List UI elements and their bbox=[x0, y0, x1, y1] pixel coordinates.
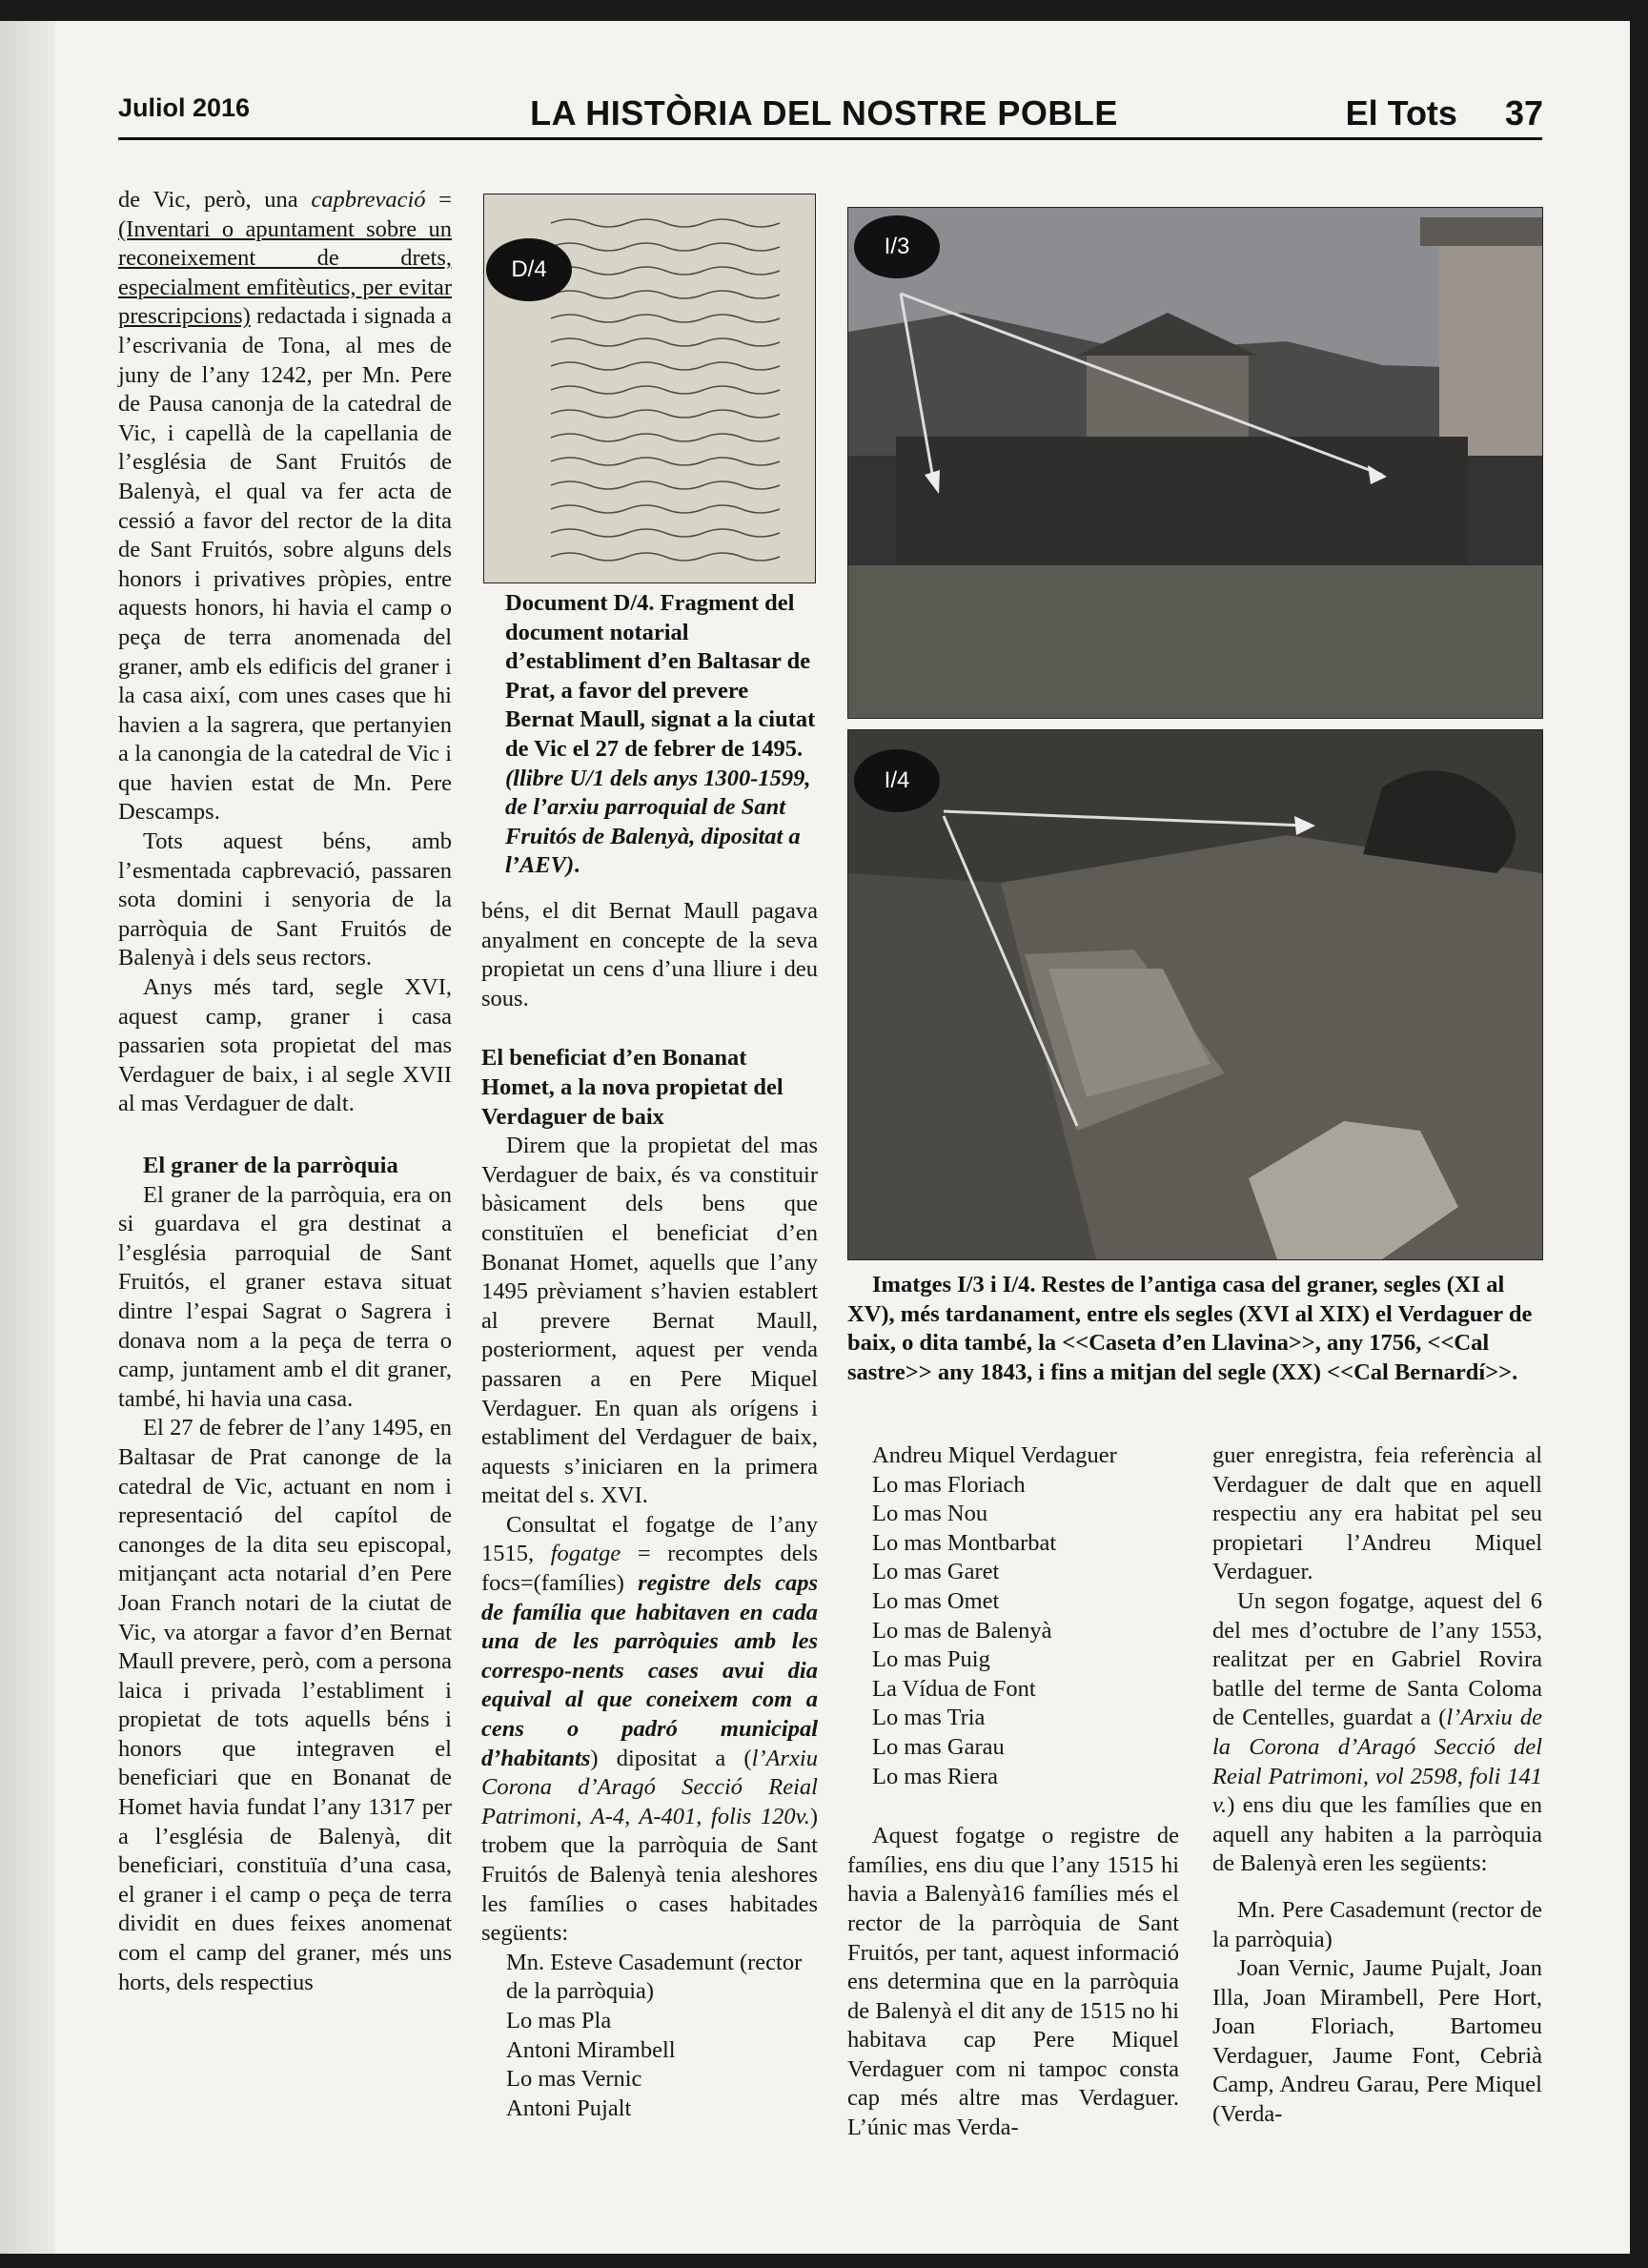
list-item: Lo mas Tria bbox=[872, 1705, 986, 1731]
text-run: Un segon fogatge, aquest del 6 del mes d’octubre de l’any 1553, realitzat per en Gabriel Rovira batlle del terme de Santa Coloma de Centelles, guardat a ( bbox=[1212, 1587, 1542, 1731]
ruins-photo-illustration bbox=[848, 730, 1542, 1259]
list-item: Antoni Pujalt bbox=[506, 2094, 632, 2121]
list-item: Lo mas Riera bbox=[872, 1763, 998, 1789]
landscape-photo-illustration bbox=[848, 208, 1542, 718]
text-run: capbrevació bbox=[311, 187, 426, 213]
section-heading: El beneficiat d’en Bonanat Homet, a la nova propietat del Verdaguer de baix bbox=[481, 1045, 783, 1130]
family-list bbox=[847, 1441, 1179, 1791]
text-run: ) trobem que la parròquia de Sant Fruitós de Balenyà tenia aleshores les famílies o cases habitades següents: bbox=[481, 1803, 818, 1947]
photos-caption: Imatges I/3 i I/4. Restes de l’antiga casa del graner, segles (XI al XV), més tardanament, entre els segles (XVI al XIX) el Verdaguer de baix, o dita també, la <<Caseta d’en Llavina>>, any 1756, <<Cal sastre>> any 1843, i fins a mitjan del segle (XX) <<Cal Bernardí>>. bbox=[847, 1272, 1533, 1385]
paragraph bbox=[118, 186, 452, 828]
text-run: ) dipositat a ( bbox=[590, 1745, 752, 1771]
header-date: Juliol 2016 bbox=[118, 93, 251, 122]
list-item: Lo mas Garau bbox=[872, 1733, 1005, 1760]
header-right bbox=[1298, 93, 1543, 137]
photo-i4 bbox=[847, 729, 1543, 1260]
list-item: Lo mas Pla bbox=[506, 2007, 612, 2033]
paragraph bbox=[1212, 1587, 1542, 1879]
list-item: Mn. Esteve Casademunt (rector de la parròquia) bbox=[506, 1949, 803, 2005]
list-item: Lo mas Vernic bbox=[506, 2066, 642, 2093]
paragraph: Anys més tard, segle XVI, aquest camp, graner i casa passarien sota propietat del mas Verdaguer de baix, i al segle XVII al mas Verdaguer de dalt. bbox=[118, 974, 452, 1117]
figure-badge-i4: I/4 bbox=[854, 749, 940, 812]
column-1 bbox=[118, 186, 452, 1997]
book-spine bbox=[0, 21, 55, 2254]
caption-text: . bbox=[574, 852, 580, 879]
text-run: registre dels caps de família que habitaven en cada una de les parròquies amb les correspo-nents cases avui dia equival al que coneixem com a cens o padró municipal d’habitants bbox=[481, 1570, 819, 1771]
list-item: Lo mas Garet bbox=[872, 1559, 1000, 1585]
underlined-definition: (Inventari o apuntament sobre un reconeixement de drets, especialment emfitèutics, per evitar prescripcions) bbox=[118, 215, 452, 330]
list-item: Lo mas Montbarbat bbox=[872, 1529, 1057, 1556]
list-item: Antoni Mirambell bbox=[506, 2036, 676, 2063]
figure-badge-i3: I/3 bbox=[854, 215, 940, 278]
page-number: 37 bbox=[1504, 93, 1543, 133]
paragraph: guer enregistra, feia referència al Verdaguer de dalt que en aquell respectiu any era habitat pel seu propietari l’Andreu Miquel Verdaguer. bbox=[1212, 1442, 1542, 1585]
paragraph: Aquest fogatge o registre de famílies, ens diu que l’any 1515 hi havia a Balenyà16 famílies més el rector de la parròquia de Sant Fruitós, per tant, aquest informació ens determina que en la parròquia de Balenyà el dit any de 1515 no hi habitava cap Pere Miquel Verdaguer com ni tampoc consta cap més altre mas Verdaguer. L’únic mas Verda- bbox=[847, 1823, 1179, 2141]
header-section-title: LA HISTÒRIA DEL NOSTRE POBLE bbox=[530, 93, 1118, 133]
list-item: Andreu Miquel Verdaguer bbox=[872, 1442, 1117, 1468]
section-heading: El graner de la parròquia bbox=[143, 1153, 398, 1178]
text-run: redactada i signada a l’escrivania de Tona, al mes de juny de l’any 1242, per Mn. Pere de Pausa canonja de la catedral de Vic, i capellà de la capellania de l’església de Sant Fruitós de Balenyà, el qual va fer acta de cessió a favor del rector de la dita de Sant Fruitós, sobre alguns dels honors i privatives pròpies, entre aquests honors, hi havia el camp o peça de terra anomenada del graner, amb els edificis del graner i la casa així, com unes cases que hi havien a la sagrera, que pertanyien a la canongia de la catedral de Vic i que havien estat de Mn. Pere Descamps. bbox=[118, 303, 452, 826]
list-item: Lo mas Floriach bbox=[872, 1471, 1026, 1498]
list-item: La Vídua de Font bbox=[872, 1675, 1036, 1702]
list-item: Lo mas Nou bbox=[872, 1501, 988, 1527]
paragraph: Joan Vernic, Jaume Pujalt, Joan Illa, Joan Mirambell, Pere Hort, Joan Floriach, Bartomeu Verdaguer, Jaume Font, Cebrià Camp, Andreu Garau, Pere Miquel (Verda- bbox=[1212, 1955, 1542, 2128]
text-run: Consultat el fogatge de l’any 1515, bbox=[481, 1511, 818, 1567]
list-item: Lo mas de Balenyà bbox=[872, 1617, 1052, 1644]
paragraph: El graner de la parròquia, era on si guardava el gra destinat a l’església parroquial de Sant Fruitós, el graner estava situat dintre l’espai Sagrat o Sagrera i donava nom a la peça de terra o camp, juntament amb el dit graner, també, hi havia una casa. bbox=[118, 1181, 452, 1412]
list-item: Lo mas Puig bbox=[872, 1646, 990, 1673]
paragraph: El 27 de febrer de l’any 1495, en Baltasar de Prat canonge de la catedral de Vic, actuant en nom i representació del capítol de canonges de la dita seu episcopal, mitjançant acta notarial d’en Pere Joan Franch notari de la ciutat de Vic, va atorgar a favor d’en Bernat Maull prevere, però, com a persona laica i privada l’establiment i propietat de tots aquells béns i honors que integraven el beneficiari que en Bonanat de Homet havia fundat l’any 1317 per a l’església de Balenyà, dit beneficiari, constituïa d’una casa, el graner i el camp o peça de terra dividit en dues feixes anomenat com el camp del graner, més uns horts, dels respectius bbox=[118, 1415, 452, 1995]
document-caption bbox=[505, 589, 817, 881]
column-2 bbox=[481, 897, 818, 2123]
caption-citation: (llibre U/1 dels anys 1300-1599, de l’arxiu parroquial de Sant Fruitós de Balenyà, dipositat a l’AEV) bbox=[505, 765, 811, 879]
paragraph: Mn. Pere Casademunt (rector de la parròquia) bbox=[1212, 1896, 1542, 1952]
paragraph: béns, el dit Bernat Maull pagava anyalment en concepte de la seva propietat un cens d’una lliure i deu sous. bbox=[481, 898, 818, 1011]
header-publication: El Tots bbox=[1345, 93, 1457, 133]
column-3 bbox=[847, 1441, 1179, 2143]
text-run: fogatge bbox=[550, 1541, 621, 1567]
paragraph: Tots aquest béns, amb l’esmentada capbrevació, passaren sota domini i senyoria de la parròquia de Sant Fruitós de Balenyà i dels seus rectors. bbox=[118, 828, 452, 971]
paragraph: Direm que la propietat del mas Verdaguer de baix, és va constituir bàsicament dels bens que constituïen el beneficiat d’en Bonanat Homet, aquells que l’any 1495 prèviament s’havien establert al prevere Bernat Maull, posteriorment, aquest per venda passaren a en Pere Miquel Verdaguer. En quan als orígens i establiment del Verdaguer de baix, aquests s’iniciaren en la primera meitat del s. XVI. bbox=[481, 1133, 818, 1509]
photo-i3 bbox=[847, 207, 1543, 719]
figure-badge-d4: D/4 bbox=[486, 238, 572, 301]
family-list bbox=[481, 1949, 818, 2124]
header-rule bbox=[118, 137, 1542, 140]
archive-citation: l’Arxiu de la Corona d’Aragó Secció del Reial Patrimoni, vol 2598, foli 141 v. bbox=[1212, 1705, 1542, 1819]
text-run: = recomptes dels focs=(famílies) bbox=[481, 1541, 819, 1597]
column-4 bbox=[1212, 1441, 1542, 2130]
archive-citation: l’Arxiu Corona d’Aragó Secció Reial Patrimoni, A-4, A-401, folis 120v. bbox=[481, 1745, 818, 1829]
text-run: de Vic, però, una bbox=[118, 187, 312, 213]
text-run: = bbox=[425, 187, 452, 213]
paragraph bbox=[481, 1511, 818, 1949]
document-image-d4 bbox=[483, 194, 816, 583]
caption-text: Document D/4. Fragment del document notarial d’establiment d’en Baltasar de Prat, a favor del prevere Bernat Maull, signat a la ciutat de Vic el 27 de febrer de 1495. bbox=[505, 590, 816, 762]
list-item: Lo mas Omet bbox=[872, 1587, 1000, 1614]
text-run: ) ens diu que les famílies que en aquell any habiten a la parròquia de Balenyà eren les següents: bbox=[1212, 1792, 1542, 1877]
